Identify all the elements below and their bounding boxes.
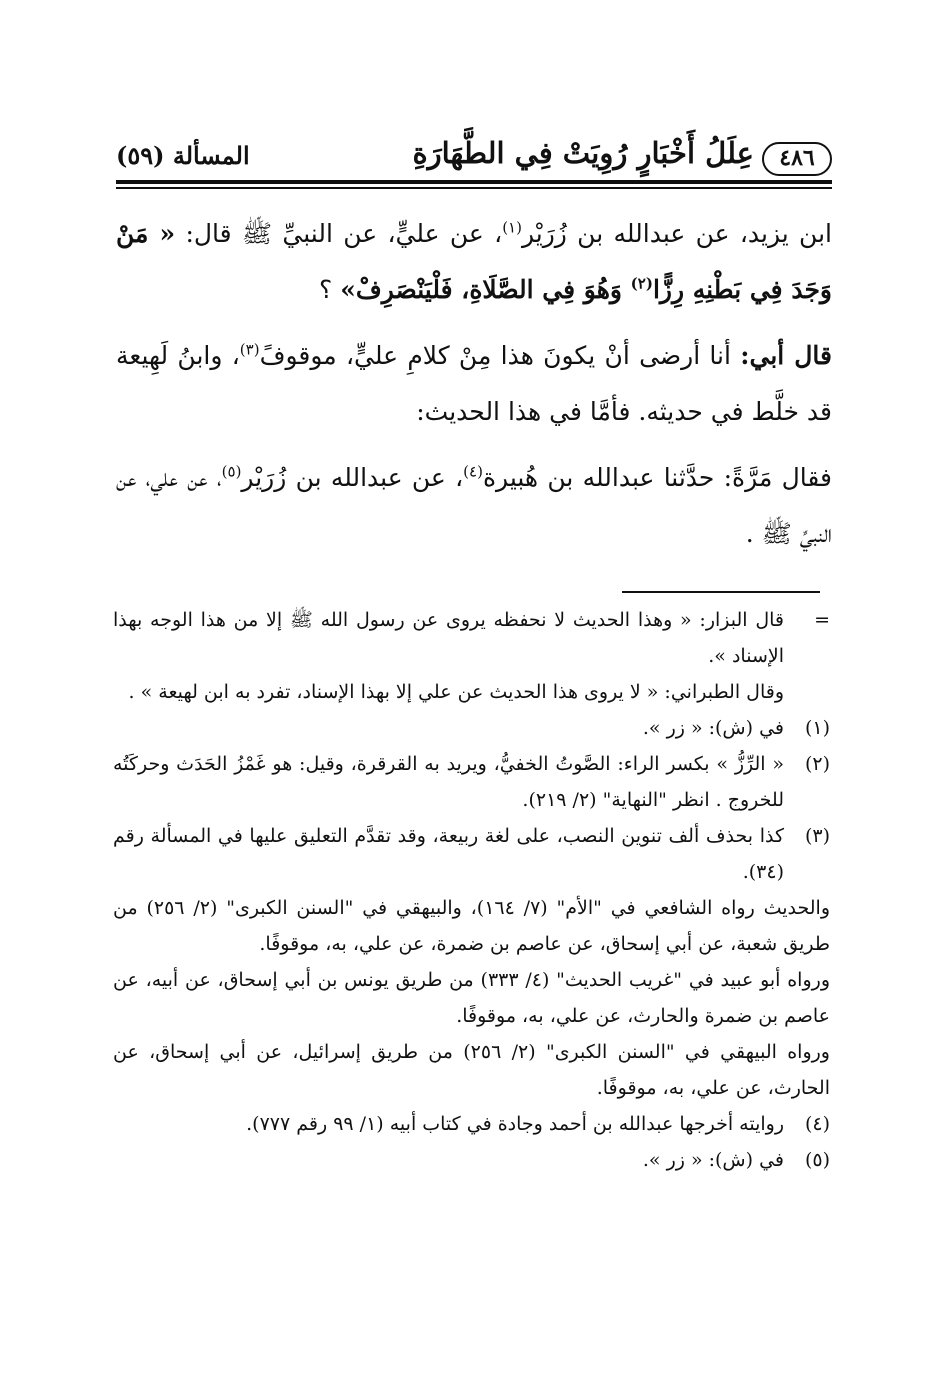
text-run: ؟ <box>319 275 341 304</box>
paragraph-3 <box>116 450 832 562</box>
footnote-marker: (١) <box>804 717 830 739</box>
quote-run: وَهُوَ فِي الصَّلَاةِ، فَلْيَنْصَرِفْ» <box>340 275 631 304</box>
text-run: ، عن عليٍّ، عن النبيِّ ﷺ قال: <box>185 219 503 248</box>
footnote-marker: (٥) <box>804 1149 830 1171</box>
speaker-label: قال أبي: <box>740 341 832 370</box>
footnote-1 <box>113 710 830 746</box>
footnotes <box>113 602 830 1178</box>
paragraph-1 <box>116 206 832 318</box>
main-text <box>116 206 832 572</box>
text-run: أنا أرضى أنْ يكونَ هذا مِنْ كلامِ عليٍّ، موقوفً <box>259 341 741 370</box>
footnote-body <box>113 1142 784 1178</box>
footnote-text: في (ش): « زر ». <box>642 717 784 739</box>
footnote-continuation <box>113 602 830 710</box>
footnote-2 <box>113 746 830 818</box>
footnote-marker: (٣) <box>804 825 830 847</box>
footnote-text: والحديث رواه الشافعي في "الأم" (٧/ ١٦٤)، والبيهقي في "السنن الكبرى" (٢/ ٢٥٦) من طريق شعبة، عن أبي إسحاق، عن عاصم بن ضمرة، عن علي، به، موقوفًا. <box>113 897 830 955</box>
footnote-4 <box>113 1106 830 1142</box>
text-run: ابن يزيد، عن عبدالله بن زُرَيْر <box>521 219 832 248</box>
book-title: عِلَلُ أَخْبَارٍ رُوِيَتْ فِي الطَّهَارَةِ <box>412 136 754 170</box>
footnote-ref-2[interactable]: (٢) <box>630 274 653 293</box>
footnote-body <box>113 1106 784 1142</box>
footnote-marker: (٤) <box>804 1113 830 1135</box>
footnote-ref-5[interactable]: (٥) <box>221 462 242 481</box>
footnote-text: « الرِّزُّ » بكسر الراء: الصَّوتُ الخفيُّ، ويريد به القرقرة، وقيل: هو غَمْزُ الحَدَث وحركَتُه للخروج . انظر "النهاية" (٢/ ٢١٩). <box>113 753 784 811</box>
page-number: ٤٨٦ <box>762 142 832 176</box>
text-run: ، عن علي، عن النبيِّ ﷺ . <box>116 463 832 548</box>
text-run: ، وابنُ لَهِيعة قد خلَّط في حديثه. فأمَّا في هذا الحديث: <box>116 341 832 426</box>
footnote-body <box>113 602 784 710</box>
footnote-ref-3[interactable]: (٣) <box>239 340 260 359</box>
header-rule-thin <box>116 187 832 189</box>
footnote-separator <box>622 591 820 593</box>
footnote-ref-1[interactable]: (١) <box>502 218 522 237</box>
footnote-text: كذا بحذف ألف تنوين النصب، على لغة ربيعة، وقد تقدَّم التعليق عليها في المسألة رقم (٣٤). <box>113 825 784 883</box>
footnote-text: روايته أخرجها عبدالله بن أحمد وجادة في كتاب أبيه (١/ ٩٩ رقم ٧٧٧). <box>246 1113 784 1135</box>
page-header <box>116 124 832 180</box>
footnote-body <box>113 746 784 818</box>
paragraph-2 <box>116 328 832 440</box>
footnote-text: ورواه البيهقي في "السنن الكبرى" (٢/ ٢٥٦) من طريق إسرائيل، عن أبي إسحاق، عن الحارث، عن علي، به، موقوفًا. <box>113 1041 830 1099</box>
section-label: المسألة (٥٩) <box>116 141 250 170</box>
footnote-text: ورواه أبو عبيد في "غريب الحديث" (٤/ ٣٣٣) من طريق يونس بن أبي إسحاق، عن أبيه، عن عاصم بن ضمرة والحارث، عن علي، به، موقوفًا. <box>113 969 830 1027</box>
footnote-3-continued <box>113 890 830 1106</box>
footnote-ref-4[interactable]: (٤) <box>463 462 483 481</box>
footnote-body <box>113 710 784 746</box>
footnote-text: في (ش): « زر ». <box>642 1149 784 1171</box>
footnote-text: قال البزار: « وهذا الحديث لا نحفظه يروى عن رسول الله ﷺ إلا من هذا الوجه بهذا الإسناد ». <box>113 609 784 667</box>
footnote-5 <box>113 1142 830 1178</box>
quote-run: « مَنْ وَجَدَ فِي بَطْنِهِ رِزًّا <box>116 219 832 304</box>
footnote-marker: (٢) <box>804 753 830 775</box>
text-run: فقال مَرَّةً: حدَّثنا عبدالله بن هُبيرة <box>482 463 832 492</box>
footnote-marker: = <box>814 609 830 631</box>
text-run: ، عن عبدالله بن زُرَيْر <box>241 463 464 492</box>
footnote-body <box>113 818 784 890</box>
header-rule-thick <box>116 180 832 184</box>
footnote-text: وقال الطبراني: « لا يروى هذا الحديث عن علي إلا بهذا الإسناد، تفرد به ابن لهيعة » . <box>128 681 784 703</box>
footnote-body <box>113 890 830 1106</box>
footnote-3 <box>113 818 830 890</box>
